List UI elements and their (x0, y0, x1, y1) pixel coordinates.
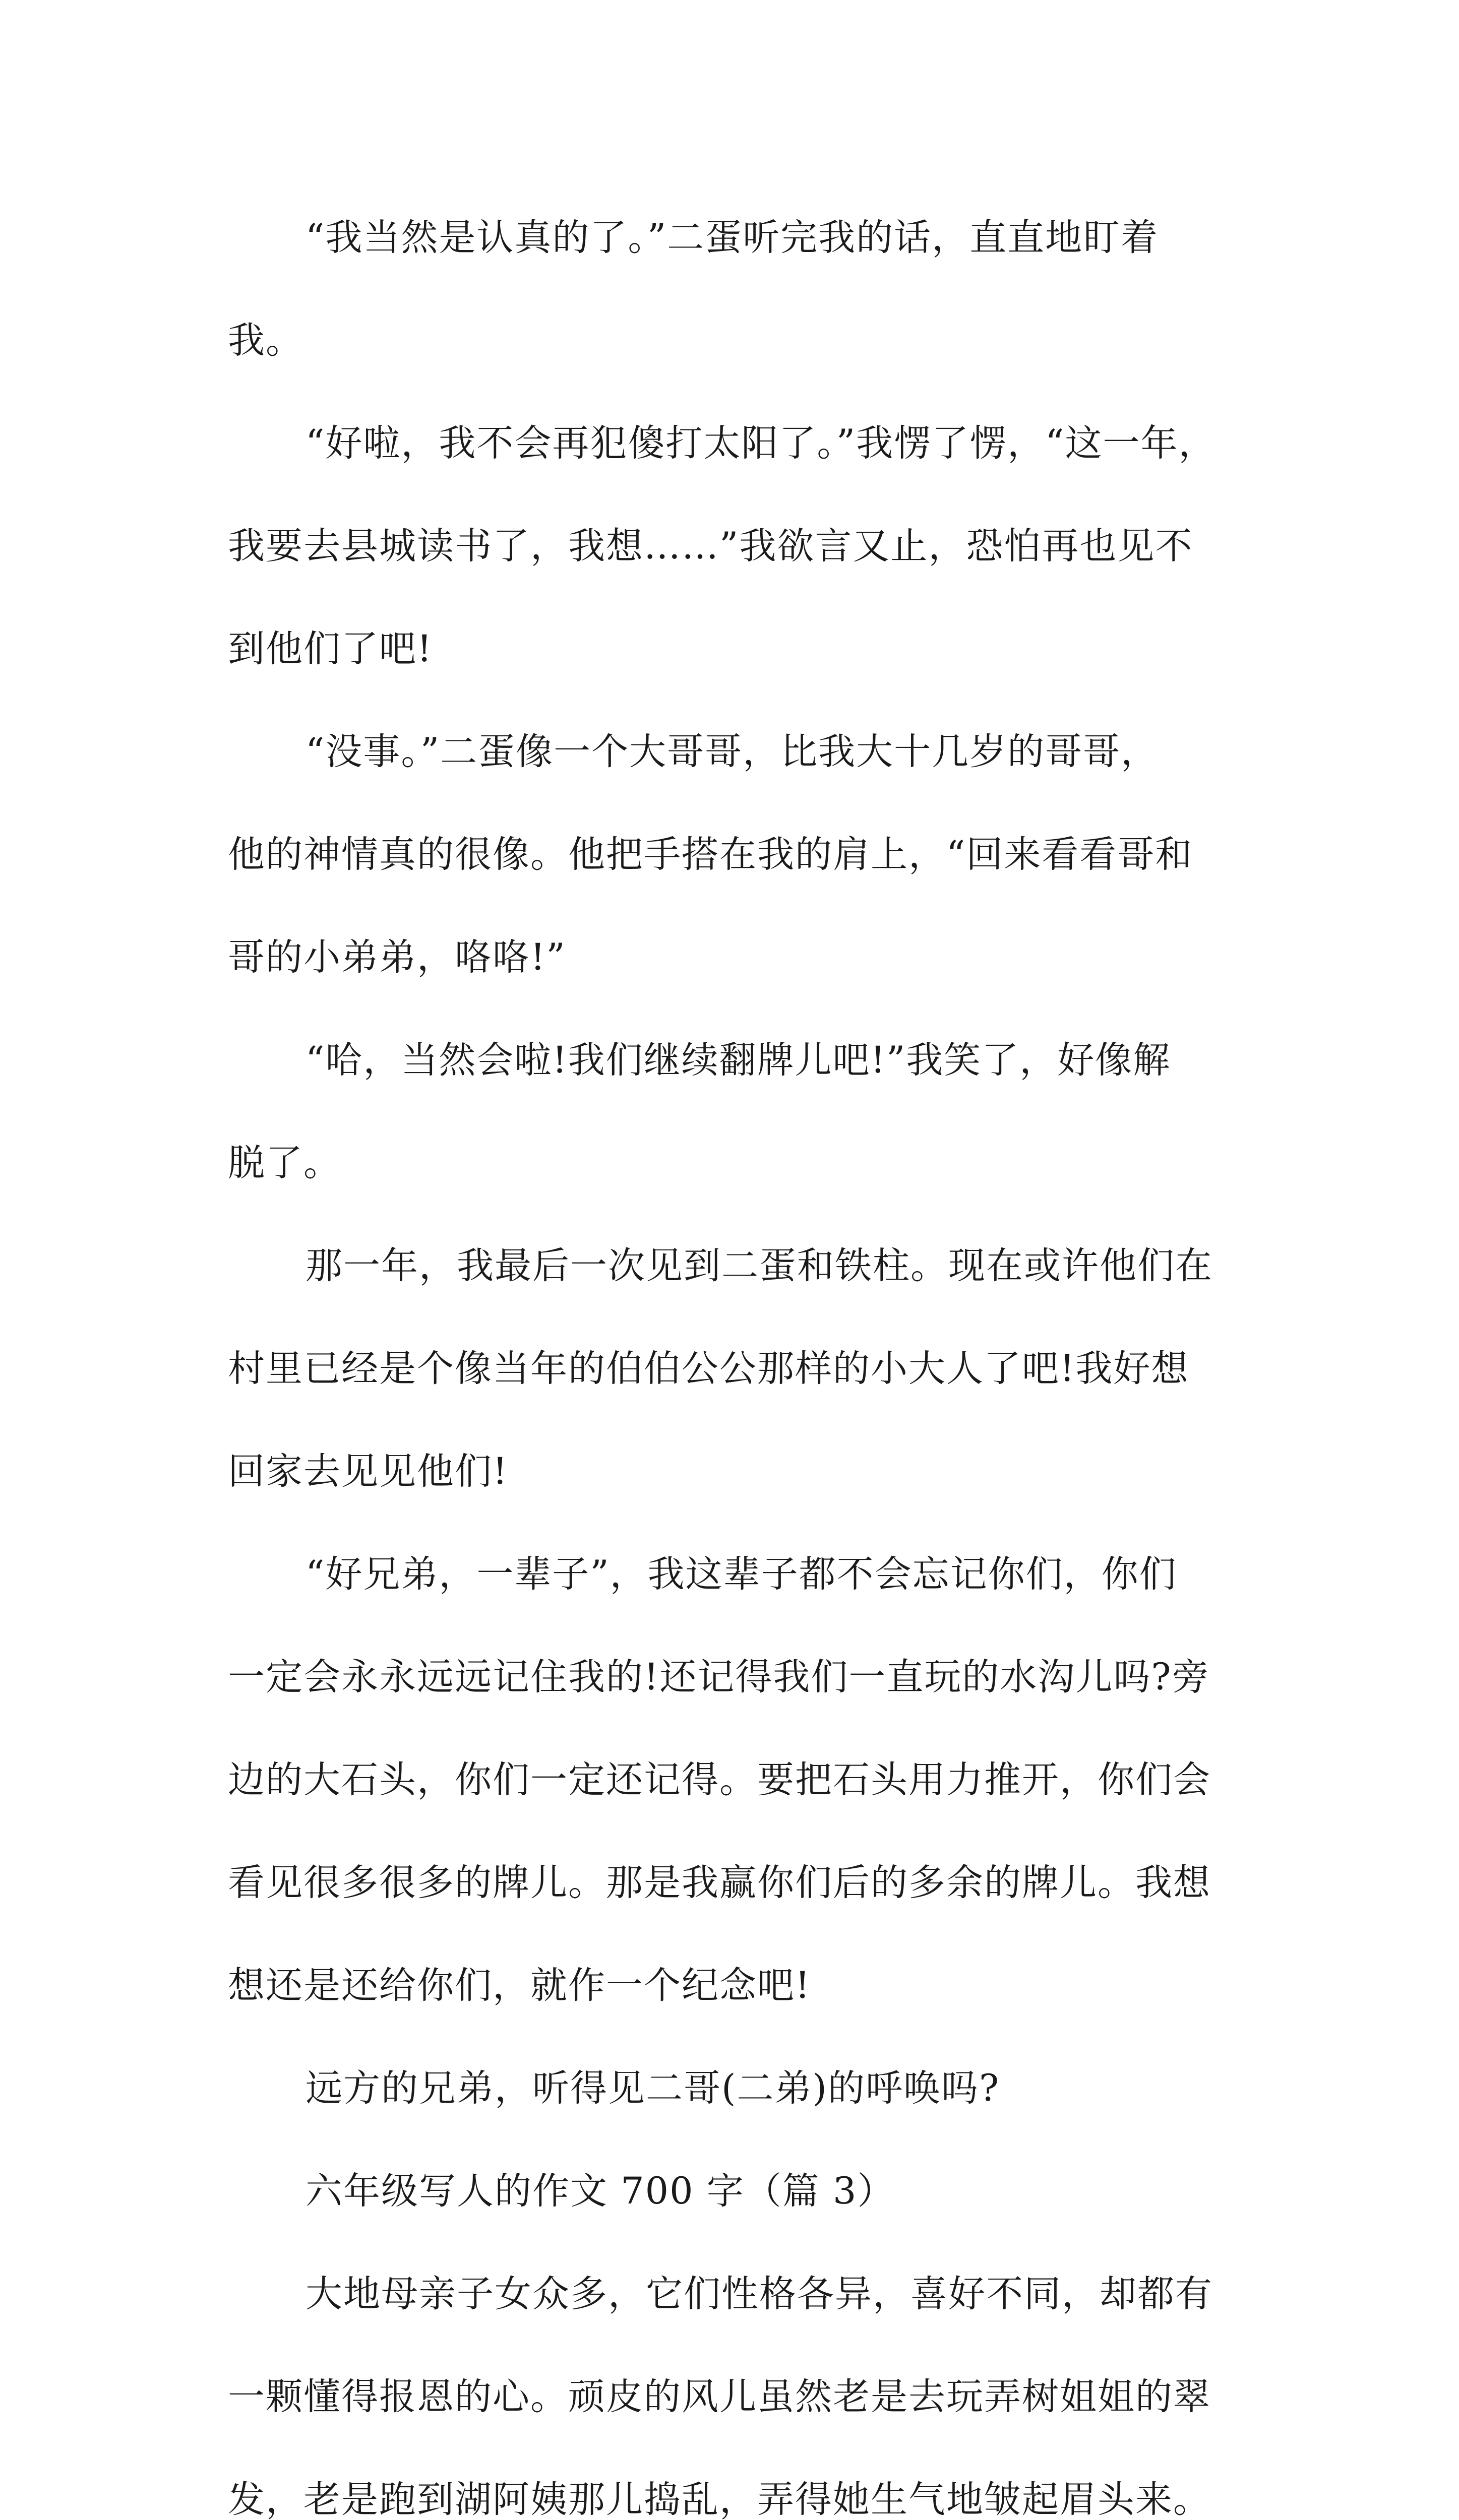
text-line: 回家去见见他们! (228, 1450, 509, 1493)
text-line: 到他们了吧! (228, 627, 433, 670)
text-line: 边的大石头，你们一定还记得。要把石头用力推开，你们会 (228, 1758, 1211, 1801)
text-line: “没事。”二蛋像一个大哥哥，比我大十几岁的哥哥， (306, 730, 1159, 773)
text-line: 那一年，我最后一次见到二蛋和铁柱。现在或许他们在 (306, 1244, 1213, 1287)
text-line: “哈，当然会啦!我们继续翻牌儿吧!”我笑了，好像解 (306, 1039, 1171, 1082)
text-line: 一颗懂得报恩的心。顽皮的风儿虽然老是去玩弄树姐姐的翠 (228, 2375, 1211, 2418)
text-line: 一定会永永远远记住我的!还记得我们一直玩的水沟儿吗?旁 (228, 1656, 1210, 1698)
text-line: 脱了。 (228, 1142, 341, 1184)
text-line: 村里已经是个像当年的伯伯公公那样的小大人了吧!我好想 (228, 1347, 1189, 1390)
text-line: 看见很多很多的牌儿。那是我赢你们后的多余的牌儿。我想 (228, 1861, 1211, 1904)
text-line: 我要去县城读书了，我想……”我欲言又止，恐怕再也见不 (228, 525, 1193, 568)
text-line: “好啦，我不会再犯傻打太阳了。”我愣了愣，“这一年， (306, 422, 1217, 465)
text-line: 远方的兄弟，听得见二哥(二弟)的呼唤吗? (306, 2067, 1000, 2110)
section-heading: 六年级写人的作文 700 字（篇 3） (306, 2170, 895, 2213)
text-line: 他的神情真的很像。他把手搭在我的肩上，“回来看看哥和 (228, 833, 1193, 876)
text-line: 哥的小弟弟，咯咯!” (228, 936, 566, 979)
text-line: “我当然是认真的了。”二蛋听完我的话，直直地盯着 (306, 216, 1159, 259)
text-line: 大地母亲子女众多，它们性格各异，喜好不同，却都有 (306, 2273, 1213, 2315)
text-line: 想还是还给你们，就作一个纪念吧! (228, 1964, 811, 2007)
document-body (228, 186, 1251, 2520)
text-line: 我。 (228, 319, 303, 362)
text-line: “好兄弟，一辈子”，我这辈子都不会忘记你们，你们 (306, 1553, 1177, 1596)
text-line: 发，老是跑到湖阿姨那儿捣乱，弄得她生气地皱起眉头来。 (228, 2478, 1211, 2520)
